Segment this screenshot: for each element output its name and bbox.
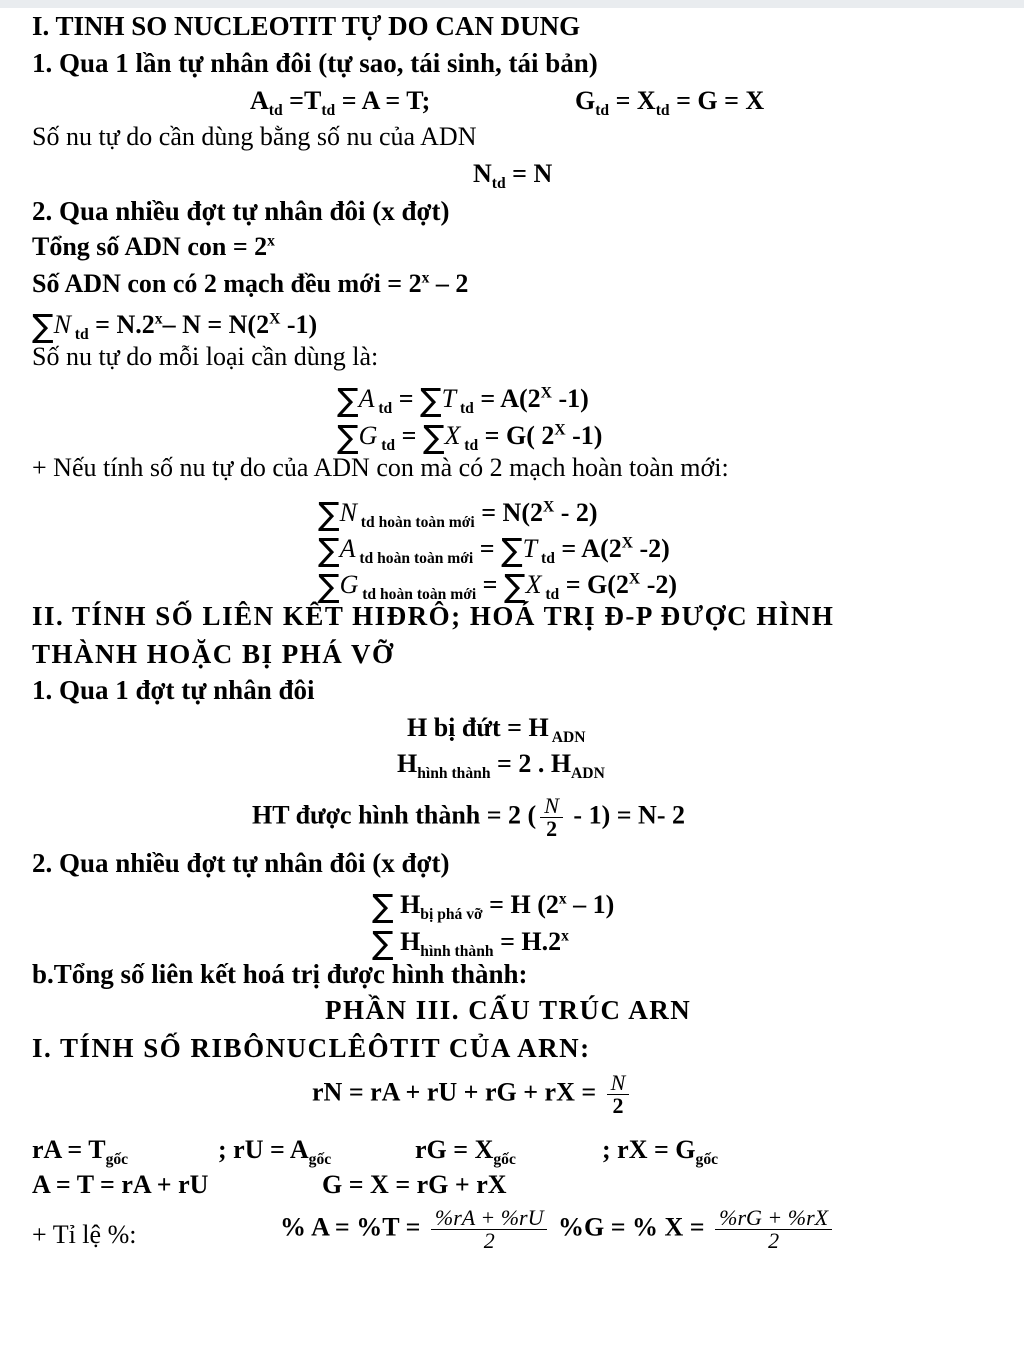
formula-sum-g-new: ∑G $_{td hoàn toàn mới}$ = ∑X $_{td} = G(2^X$ -2) (318, 567, 678, 605)
text-each-type: Số nu tự do mỗi loại cần dùng là: (32, 342, 379, 371)
formula-sum-ntd: ∑N $_{td} = N.2^x-$ $N = N(2^X$ -1) (32, 307, 318, 345)
heading-multi-replication: 2. Qua nhiều đợt tự nhân đôi (x đợt) (32, 196, 450, 226)
text-fully-new: + Nếu tính số nu tự do của ADN con mà có 2 mạch hoàn toàn mới: (32, 453, 729, 482)
formula-sum-h-formed: ∑ $H_{hình thành} = H.2^x$ (372, 924, 569, 962)
formula-total-adn: Tổng số ADN con = $2^x$ (32, 232, 275, 261)
section-1-title: I. TINH SO NUCLEOTIT TỰ DO CAN DUNG (32, 11, 581, 41)
formula-new-adn: Số ADN con có 2 mạch đều mới = $2^x - 2$ (32, 269, 469, 298)
formula-ht-formed: HT được hình thành = 2 ( $\frac{N}{2}$ - 1) = N- 2 (252, 793, 685, 841)
formula-sum-a: ∑A $_{td}$ = ∑T $_{td} = A(2^X$ -1) (337, 381, 589, 419)
section-2-title-line1: II. TÍNH SỐ LIÊN KẾT HIĐRÔ; HOÁ TRỊ Đ-P ĐƯỢC HÌNH (32, 601, 835, 631)
formula-sum-n-new: ∑N $_{td hoàn toàn mới} = N(2^X - 2)$ (318, 495, 598, 533)
formula-h-broken: H bị đứt = H $_{ADN}$ (407, 713, 586, 747)
formula-rx: ; rX = $G_{gốc}$ (602, 1135, 719, 1169)
formula-h-formed: $H_{hình thành} = 2$ . $H_{ADN}$ (397, 749, 605, 783)
formula-rg: rG = $X_{gốc}$ (415, 1135, 516, 1169)
heading-one-cycle: 1. Qua 1 đợt tự nhân đôi (32, 675, 315, 705)
section-rn-title: I. TÍNH SỐ RIBÔNUCLÊÔTIT CỦA ARN: (32, 1033, 591, 1063)
top-bar (0, 0, 1024, 8)
formula-gtd: $G_{td} = X_{td} = G = X$ (575, 86, 765, 120)
formula-sum-a-new: ∑A $_{td hoàn toàn mới}$ = ∑T $_{td} = A(2^X$ -2) (318, 531, 670, 569)
section-2-title-line2: THÀNH HOẶC BỊ PHÁ VỠ (32, 639, 395, 669)
formula-g-x-sum: G = X = rG + rX (322, 1170, 507, 1199)
text-bond-total: b.Tổng số liên kết hoá trị được hình thành: (32, 959, 528, 989)
formula-ra-ru: rA = $T_{gốc}$ (32, 1135, 129, 1169)
formula-a-t-sum: A = T = rA + rU (32, 1170, 209, 1199)
formula-atd: $A_{td} =T_{td} = A = T$; (250, 86, 431, 120)
heading-one-replication: 1. Qua 1 lần tự nhân đôi (tự sao, tái sinh, tái bản) (32, 48, 598, 78)
heading-multi-cycle: 2. Qua nhiều đợt tự nhân đôi (x đợt) (32, 848, 450, 878)
formula-sum-h-broken: ∑ $H_{bị phá vỡ} = H$ (2$^x$ – 1) (372, 887, 615, 925)
text-free-nu: Số nu tự do cần dùng bằng số nu của ADN (32, 122, 477, 151)
ratio-label: + Tỉ lệ %: (32, 1220, 137, 1249)
formula-ntd: $N_{td} = N$ (473, 159, 553, 193)
formula-rn: rN = rA + rU + rG + rX = $\frac{N}{2}$ (312, 1072, 633, 1117)
formula-sum-g: ∑G $_{td}$ = ∑X $_{td}$ = G( $2^X$ -1) (337, 418, 603, 456)
formula-ru: ; rU = $A_{gốc}$ (218, 1135, 332, 1169)
part-3-title: PHẦN III. CẤU TRÚC ARN (325, 995, 692, 1025)
formula-ratio: % A = %T = $\frac{\%rA + \%rU}{2}$ %G = % X = $\frac{\%rG + \%rX}{2}$ (280, 1207, 836, 1252)
